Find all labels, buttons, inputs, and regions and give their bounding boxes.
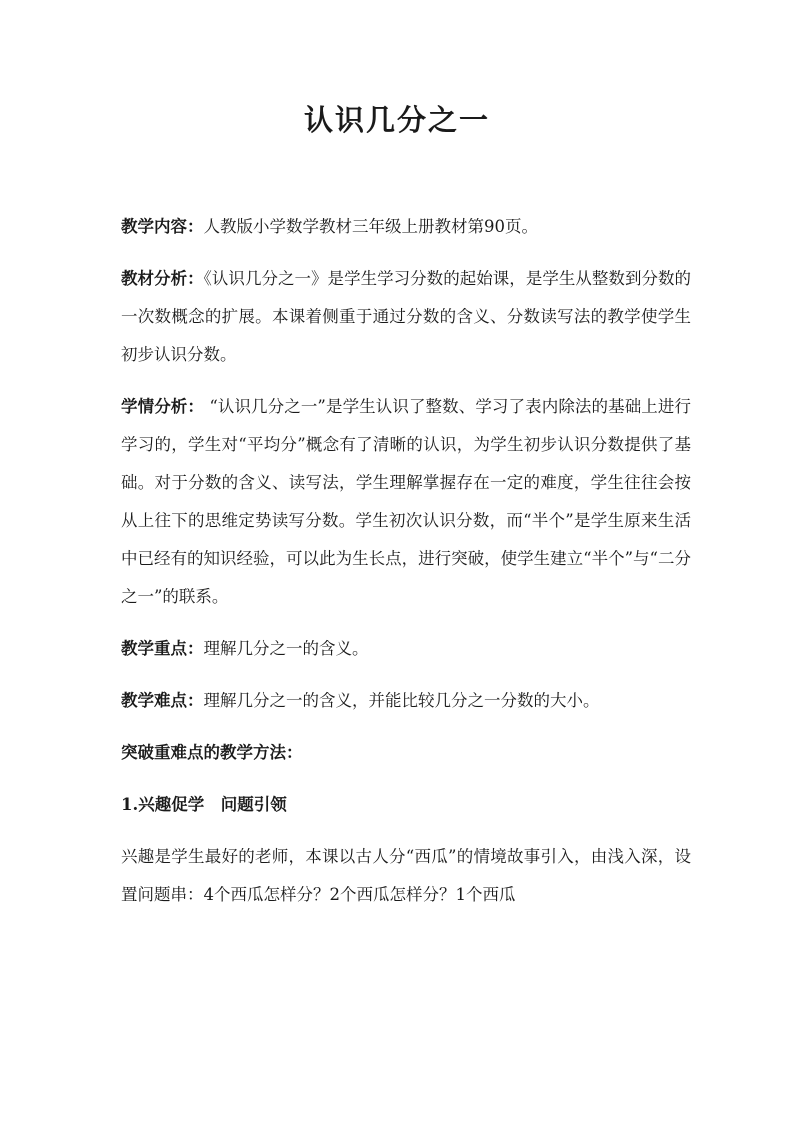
section-difficulties (121, 682, 691, 720)
section-material-analysis (121, 260, 691, 374)
section-label: 教学难点： (121, 691, 204, 710)
page-title: 认识几分之一 (303, 103, 490, 137)
section-text: 《认识几分之一》是学生学习分数的起始课，是学生从整数到分数的一次数概念的扩展。本课着侧重于通过分数的含义、分数读写法的教学使学生初步认识分数。 (121, 269, 692, 364)
section-label: 教材分析： (121, 269, 204, 288)
section-label: 突破重难点的教学方法： (121, 743, 303, 762)
section-method-1-heading (121, 786, 691, 824)
section-method-1-body (121, 838, 691, 914)
section-text: 兴趣是学生最好的老师，本课以古人分“西瓜”的情境故事引入，由浅入深，设置问题串：4个西瓜怎样分？2个西瓜怎样分？1个西瓜 (121, 847, 691, 904)
section-student-analysis (121, 388, 691, 616)
section-key-points (121, 630, 691, 668)
section-text: 理解几分之一的含义。 (203, 639, 369, 658)
section-teaching-content (121, 208, 691, 246)
document-body (121, 208, 691, 928)
section-label: 1.兴趣促学 问题引领 (121, 795, 287, 814)
section-methods-heading (121, 734, 691, 772)
section-label: 教学重点： (121, 639, 204, 658)
section-label: 教学内容： (121, 217, 204, 236)
section-text: 理解几分之一的含义，并能比较几分之一分数的大小。 (203, 691, 600, 710)
section-label: 学情分析： (121, 397, 204, 416)
section-text: 人教版小学数学教材三年级上册教材第90页。 (203, 217, 538, 236)
section-text: “认识几分之一”是学生认识了整数、学习了表内除法的基础上进行学习的，学生对“平均分”概念有了清晰的认识，为学生初步认识分数提供了基础。对于分数的含义、读写法，学生理解掌握存在一定的难度，学生往往会按从上往下的思维定势读写分数。学生初次认识分数，而“半个”是学生原来生活中已经有的知识经验，可以此为生长点，进行突破，使学生建立“半个”与“二分之一”的联系。 (121, 397, 691, 606)
